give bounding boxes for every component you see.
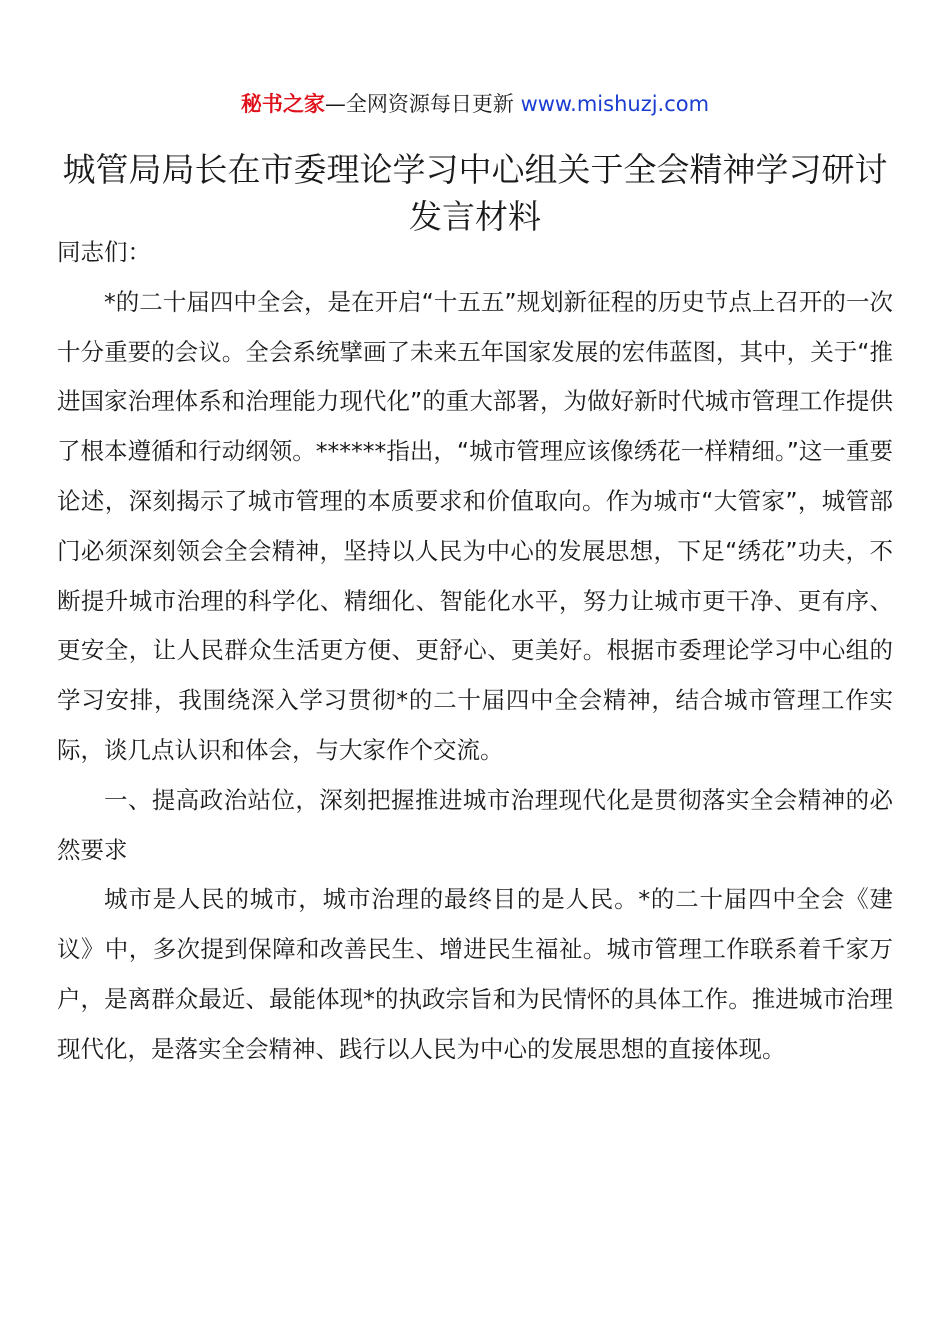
paragraph-intro: *的二十届四中全会，是在开启“十五五”规划新征程的历史节点上召开的一次十分重要的会议。全会系统擘画了未来五年国家发展的宏伟蓝图，其中，关于“推进国家治理体系和治理能力现代化”的重大部署，为做好新时代城市管理工作提供了根本遵循和行动纲领。******指出，“城市管理应该像绣花一样精细。”这一重要论述，深刻揭示了城市管理的本质要求和价值取向。作为城市“大管家”，城管部门必须深刻领会全会精神，坚持以人民为中心的发展思想，下足“绣花”功夫，不断提升城市治理的科学化、精细化、智能化水平，努力让城市更干净、更有序、更安全，让人民群众生活更方便、更舒心、更美好。根据市委理论学习中心组的学习安排，我围绕深入学习贯彻*的二十届四中全会精神，结合城市管理工作实际，谈几点认识和体会，与大家作个交流。	[57, 287, 893, 764]
section-heading-1: 一、提高政治站位，深刻把握推进城市治理现代化是贯彻落实全会精神的必然要求	[57, 785, 893, 864]
document-title: 城管局局长在市委理论学习中心组关于全会精神学习研讨发言材料	[62, 150, 888, 236]
site-brand: 秘书之家	[240, 92, 325, 116]
salutation: 同志们：	[57, 238, 151, 266]
paragraph-section-1: 城市是人民的城市，城市治理的最终目的是人民。*的二十届四中全会《建议》中，多次提到保障和改善民生、增进民生福祉。城市管理工作联系着千家万户，是离群众最近、最能体现*的执政宗旨和为民情怀的具体工作。推进城市治理现代化，是落实全会精神、践行以人民为中心的发展思想的直接体现。	[57, 885, 893, 1063]
document-body	[57, 228, 893, 1075]
site-tagline: —全网资源每日更新	[324, 92, 521, 116]
site-header	[0, 88, 950, 120]
site-url-link[interactable]: www.mishuzj.com	[520, 92, 710, 116]
